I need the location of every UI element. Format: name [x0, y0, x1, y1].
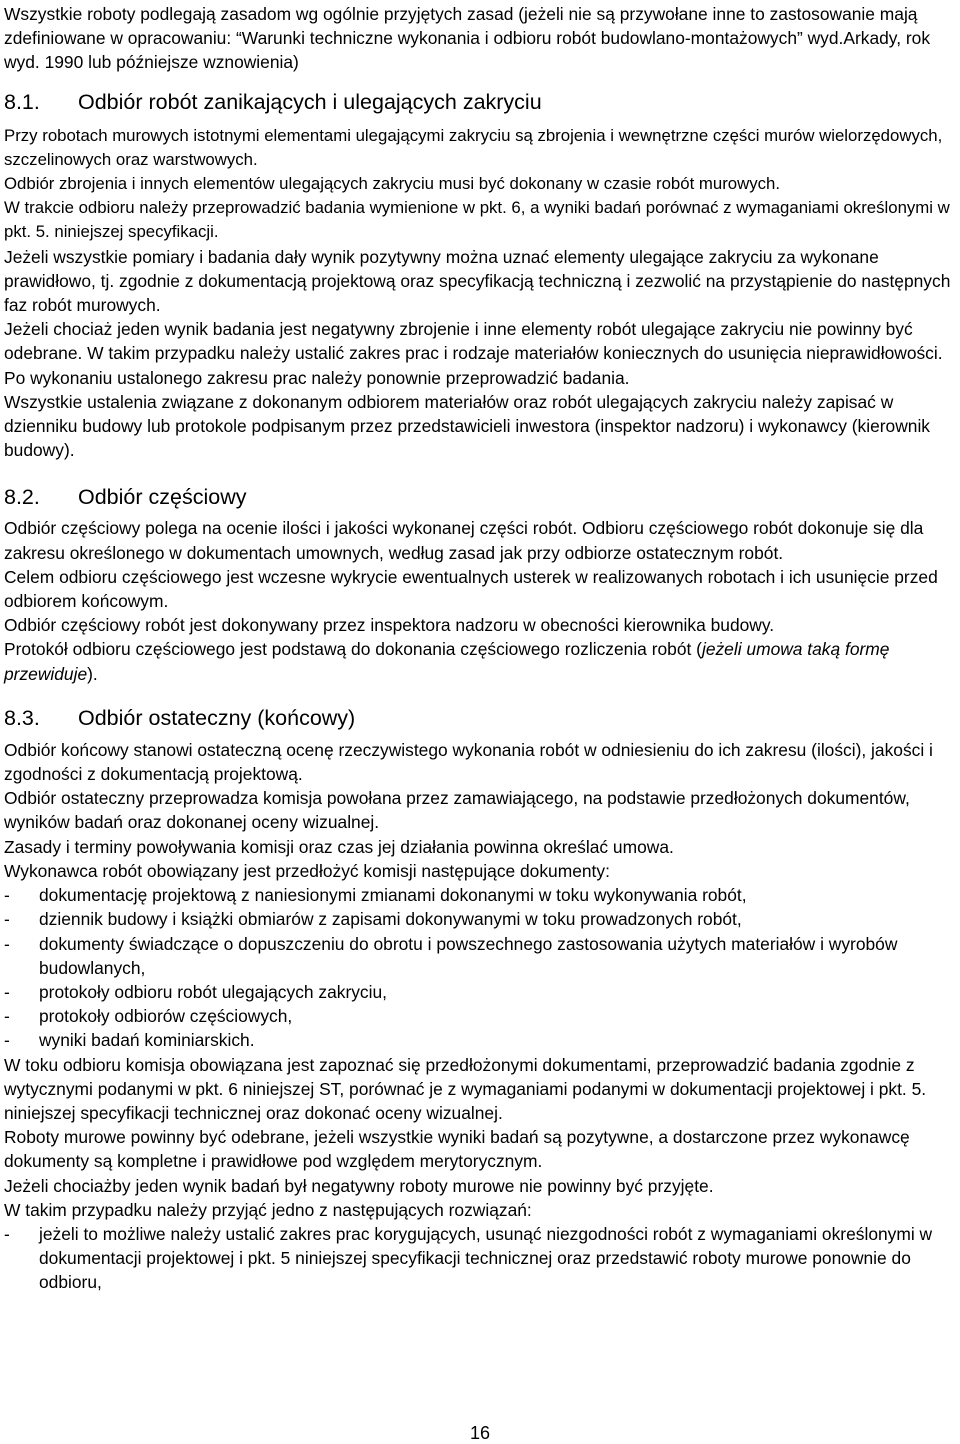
- list-item: [4, 980, 956, 1004]
- paragraph: Przy robotach murowych istotnymi elementami ulegającymi zakryciu są zbrojenia i wewnętrzne części murów wielorzędowych, szczelinowych oraz warstwowych.: [4, 125, 943, 169]
- paragraph: Wykonawca robót obowiązany jest przedłożyć komisji następujące dokumenty:: [4, 860, 610, 881]
- section-title: Odbiór częściowy: [78, 484, 247, 509]
- section-title: Odbiór ostateczny (końcowy): [78, 706, 356, 731]
- list-marker: -: [4, 1030, 10, 1051]
- list-item: [4, 907, 956, 931]
- paragraph: Jeżeli wszystkie pomiary i badania dały wynik pozytywny można uznać elementy ulegające zakryciu za wykonane prawidłowo, tj. zgodnie z dokumentacją projektową oraz specyfikacją techniczną i zezwolić na przystąpienie do następnych faz robót murowych.: [4, 246, 951, 316]
- paragraph: Zasady i terminy powoływania komisji oraz czas jej działania powinna określać umowa.: [4, 836, 674, 857]
- list-item: [4, 1028, 956, 1052]
- section-body-8-2: [4, 516, 956, 685]
- section-heading-8-2: [4, 482, 956, 512]
- documents-list: [4, 883, 956, 1052]
- section-number: 8.1.: [4, 90, 40, 115]
- paragraph: Roboty murowe powinny być odebrane, jeżeli wszystkie wyniki badań są pozytywne, a dostarczone przez wykonawcę dokumenty są kompletne i prawidłowe pod względem merytorycznym.: [4, 1127, 910, 1172]
- paragraph: Celem odbioru częściowego jest wczesne wykrycie ewentualnych usterek w realizowanych robotach i ich usunięcie przed odbiorem końcowym.: [4, 566, 938, 612]
- list-marker: -: [4, 1223, 10, 1244]
- list-item-text: protokoły odbioru robót ulegających zakryciu,: [39, 981, 387, 1002]
- section-body-8-1: [4, 124, 956, 463]
- list-marker: -: [4, 909, 10, 930]
- paragraph: W takim przypadku należy przyjąć jedno z następujących rozwiązań:: [4, 1199, 532, 1220]
- paragraph: Odbiór częściowy robót jest dokonywany przez inspektora nadzoru w obecności kierownika budowy.: [4, 615, 775, 636]
- list-item: [4, 932, 956, 980]
- section-number: 8.2.: [4, 484, 40, 509]
- section-title: Odbiór robót zanikających i ulegających zakryciu: [78, 90, 542, 115]
- page-number: 16: [469, 1423, 491, 1443]
- list-marker: -: [4, 885, 10, 906]
- paragraph: Jeżeli chociażby jeden wynik badań był negatywny roboty murowe nie powinny być przyjęte.: [4, 1175, 714, 1196]
- document-page: [4, 0, 956, 1295]
- list-item-text: dokumentację projektową z naniesionymi zmianami dokonanymi w toku wykonywania robót,: [39, 885, 747, 906]
- list-marker: -: [4, 1006, 10, 1027]
- section-heading-8-1: [4, 85, 956, 121]
- paragraph: Wszystkie ustalenia związane z dokonanym odbiorem materiałów oraz robót ulegających zakryciu należy zapisać w dzienniku budowy lub protokole podpisanym przez przedstawicieli inwestora (inspektor nadzoru) i wykonawcy (kierownik budowy).: [4, 391, 931, 461]
- solutions-list: [4, 1222, 956, 1295]
- list-item-text: wyniki badań kominiarskich.: [39, 1030, 255, 1051]
- paragraph: W trakcie odbioru należy przeprowadzić badania wymienione w pkt. 6, a wyniki badań porównać z wymaganiami określonymi w pkt. 5. niniejszej specyfikacji.: [4, 198, 950, 242]
- paragraph: Odbiór końcowy stanowi ostateczną ocenę rzeczywistego wykonania robót w odniesieniu do ich zakresu (ilości), jakości i zgodności z dokumentacją projektową.: [4, 739, 933, 785]
- list-marker: -: [4, 933, 10, 954]
- list-item-text: dziennik budowy i książki obmiarów z zapisami dokonywanymi w toku prowadzonych robót,: [39, 909, 742, 930]
- section-number: 8.3.: [4, 706, 40, 731]
- list-item: [4, 1222, 956, 1295]
- intro-paragraph: Wszystkie roboty podlegają zasadom wg ogólnie przyjętych zasad (jeżeli nie są przywołane inne to zastosowanie mają zdefiniowane w opracowaniu: “Warunki techniczne wykonania i odbioru robót budowlano-montażowych” wyd.Arkady, rok wyd. 1990 lub późniejsze wznowienia): [4, 4, 931, 73]
- section-body-8-3: [4, 738, 956, 1295]
- list-item-text: dokumenty świadczące o dopuszczeniu do obrotu i powszechnego zastosowania użytych materiałów i wyrobów budowlanych,: [39, 933, 898, 978]
- section-heading-8-3: [4, 704, 956, 734]
- list-item-text: protokoły odbiorów częściowych,: [39, 1006, 293, 1027]
- list-item: [4, 1004, 956, 1028]
- paragraph: Jeżeli chociaż jeden wynik badania jest negatywny zbrojenie i inne elementy robót ulegające zakryciu nie powinny być odebrane. W takim przypadku należy ustalić zakres prac i rodzaje materiałów koniecznych do usunięcia nieprawidłowości. Po wykonaniu ustalonego zakresu prac należy ponownie przeprowadzić badania.: [4, 319, 943, 388]
- paragraph: W toku odbioru komisja obowiązana jest zapoznać się przedłożonymi dokumentami, przeprowadzić badania zgodnie z wytycznymi podanymi w pkt. 6 niniejszej ST, porównać je z wymaganiami podanymi w dokumentacji projektowej i pkt. 5. niniejszej specyfikacji technicznej oraz dokonać oceny wizualnej.: [4, 1054, 927, 1123]
- paragraph-text: Protokół odbioru częściowego jest podstawą do dokonania częściowego rozliczenia robót (: [4, 639, 702, 660]
- paragraph-text: ).: [87, 663, 98, 684]
- paragraph: Odbiór ostateczny przeprowadza komisja powołana przez zamawiającego, na podstawie przedłożonych dokumentów, wyników badań oraz dokonanej oceny wizualnej.: [4, 788, 910, 833]
- paragraph: Odbiór zbrojenia i innych elementów ulegających zakryciu musi być dokonany w czasie robót murowych.: [4, 174, 781, 194]
- paragraph: Odbiór częściowy polega na ocenie ilości i jakości wykonanej części robót. Odbioru częściowego robót dokonuje się dla zakresu określonego w dokumentach umownych, według zasad jak przy odbiorze ostatecznym robót.: [4, 518, 924, 563]
- paragraph: [4, 637, 956, 685]
- list-item: [4, 883, 956, 907]
- list-marker: -: [4, 981, 10, 1002]
- list-item-text: jeżeli to możliwe należy ustalić zakres prac korygujących, usunąć niezgodności robót z wymaganiami określonymi w dokumentacji projektowej i pkt. 5 niniejszej specyfikacji technicznej oraz przedstawić roboty murowe ponownie do odbioru,: [39, 1223, 933, 1293]
- italic-text: jeżeli umowa taką formę przewiduje: [4, 639, 890, 684]
